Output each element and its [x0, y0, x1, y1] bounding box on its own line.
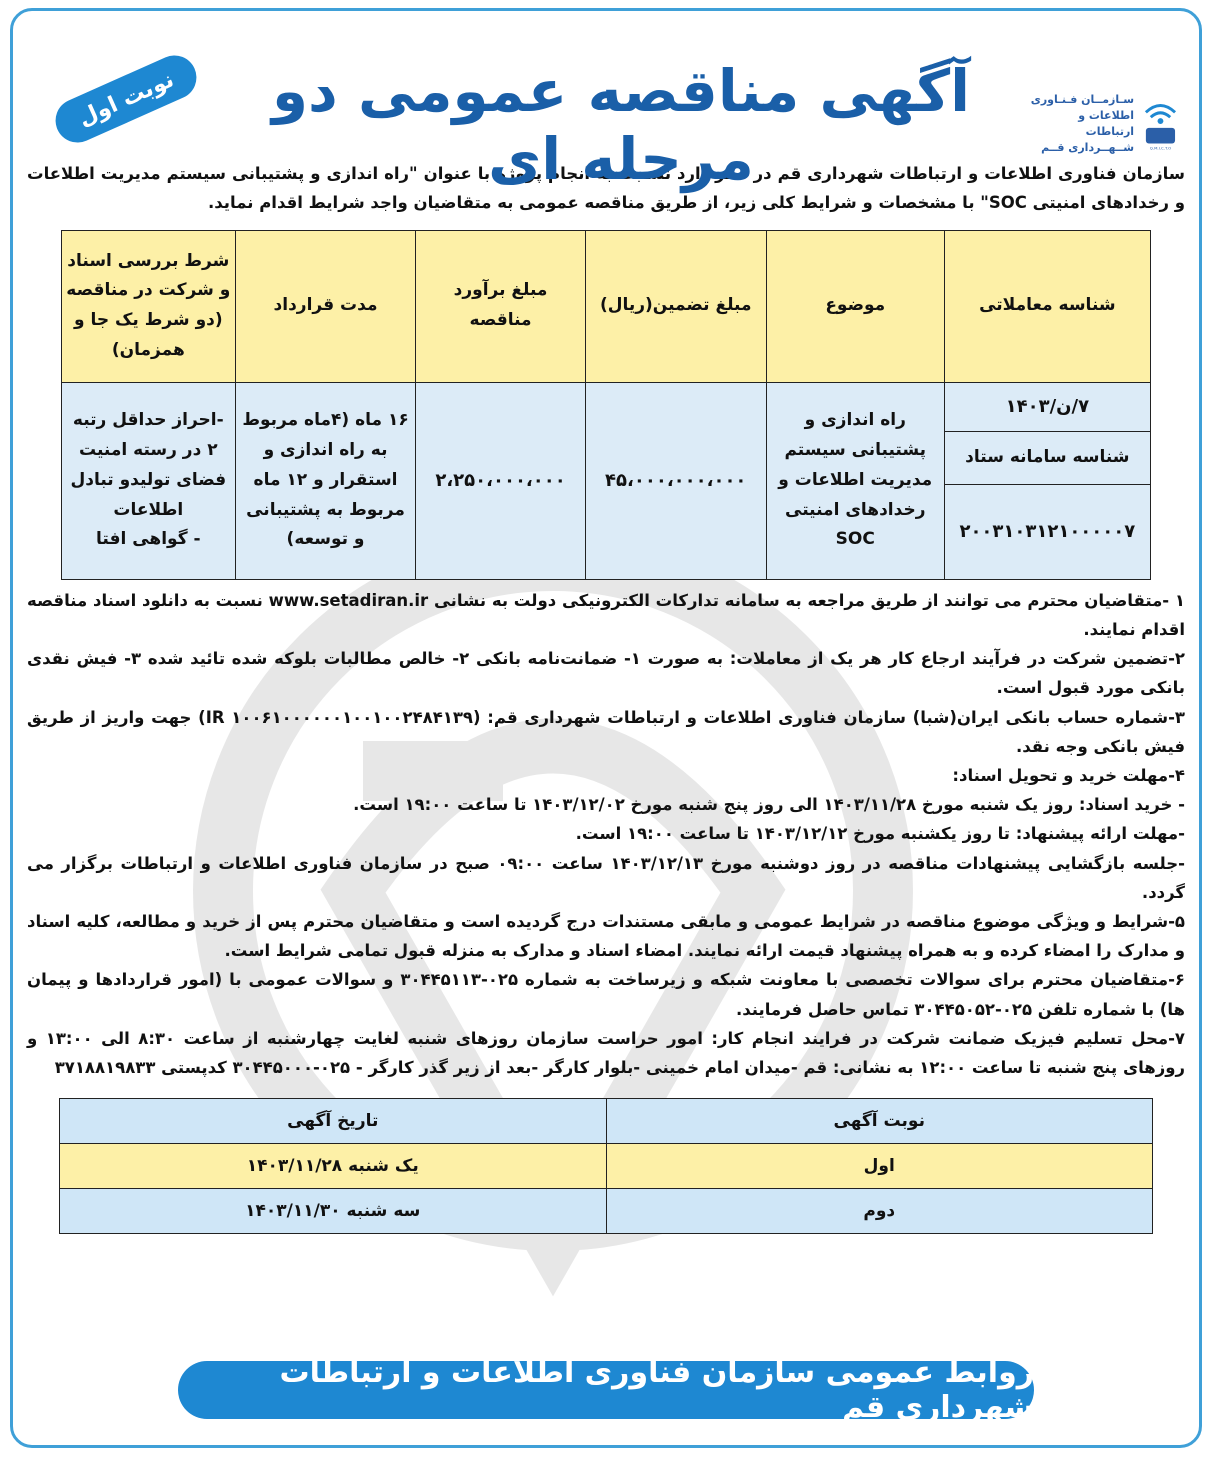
schedule-date: سه شنبه ۱۴۰۳/۱۱/۳۰ [60, 1189, 607, 1234]
cell-subject: راه اندازی و پشتیبانی سیستم مدیریت اطلاعات و رخدادهای امنیتی SOC [766, 382, 944, 579]
logo-line-3: شــهــرداری قــم [1041, 140, 1135, 154]
cell-duration: ۱۶ ماه (۴ماه مربوط به راه اندازی و استقرار و ۱۲ ماه مربوط به پشتیبانی و توسعه) [235, 382, 416, 579]
logo-line-2: اطلاعات و ارتباطات [1078, 109, 1135, 138]
condition-2: - گواهی افتا [96, 529, 201, 550]
schedule-header-edition: نوبت آگهی [606, 1099, 1153, 1144]
schedule-header [60, 1099, 1153, 1144]
list-item: -مهلت ارائه پیشنهاد: تا روز یکشنبه مورخ ۱۴۰۳/۱۲/۱۲ تا ساعت ۱۹:۰۰ است. [575, 824, 1185, 844]
schedule-date: یک شنبه ۱۴۰۳/۱۱/۲۸ [60, 1144, 607, 1189]
cell-conditions [62, 382, 236, 579]
header-subject: موضوع [766, 230, 944, 382]
cell-tender-id: ۷/ن/۱۴۰۳ [944, 382, 1150, 431]
header-conditions: شرط بررسی اسناد و شرکت در مناقصه (دو شرط یک جا و همزمان) [62, 230, 236, 382]
conditions-list [23, 586, 1189, 1082]
list-item: ۴-مهلت خرید و تحویل اسناد: [952, 765, 1185, 785]
list-item: ۷-محل تسلیم فیزیک ضمانت شرکت در فرایند انجام کار: امور حراست سازمان روزهای شنبه لغایت چهارشنبه از ساعت ۸:۳۰ الی ۱۳:۰۰ و روزهای پنج شنبه تا ساعت ۱۲:۰۰ به نشانی: قم -میدان امام خمینی -بلوار کارگر -بعد از زیر گذر کارگر - ۰۲۵-۳۰۴۴۵۰۰۰ کدپستی ۳۷۱۸۸۱۹۸۳۳ [27, 1028, 1185, 1077]
condition-1: -احراز حداقل رتبه ۲ در رسته امنیت فضای تولیدو تبادل اطلاعات [70, 410, 227, 520]
header-estimate: مبلغ برآورد مناقصه [416, 230, 585, 382]
list-item: ۶-متقاضیان محترم برای سوالات تخصصی با معاونت شبکه و زیرساخت به شماره ۰۲۵-۳۰۴۴۵۱۱۳ و سوالات عمومی با (امور قراردادها و پیمان ها) با شماره تلفن ۰۲۵-۳۰۴۴۵۰۵۲ تماس حاصل فرمایند. [27, 970, 1185, 1019]
cell-estimate: ۲،۲۵۰،۰۰۰،۰۰۰ [416, 382, 585, 579]
header-guarantee: مبلغ تضمین(ریال) [585, 230, 766, 382]
header-duration: مدت قرارداد [235, 230, 416, 382]
table-row [60, 1144, 1153, 1189]
cell-guarantee: ۴۵،۰۰۰،۰۰۰،۰۰۰ [585, 382, 766, 579]
logo-text [1029, 92, 1134, 156]
page-title: آگهی مناقصه عمومی دو مرحله ای [271, 57, 971, 193]
list-item: ۱ -متقاضیان محترم می توانند از طریق مراجعه به سامانه تدارکات الکترونیکی دولت به نشانی www.setadiran.ir نسبت به دانلود اسناد مناقصه اقدام نمایند. [27, 590, 1185, 639]
logo-abbr: Q.M.I.C.T.O [1149, 145, 1172, 151]
list-item: - خرید اسناد: روز یک شنبه مورخ ۱۴۰۳/۱۱/۲۸ الی روز پنج شنبه مورخ ۱۴۰۳/۱۲/۰۲ تا ساعت ۱۹:۰۰ است. [353, 795, 1185, 815]
cell-setad-id: ۲۰۰۳۱۰۳۱۲۱۰۰۰۰۰۷ [944, 484, 1150, 579]
schedule-table [59, 1098, 1153, 1234]
intro-paragraph: سازمان فناوری اطلاعات و ارتباطات شهرداری قم در نظر دارد نسـبت به انجام پروژه با عنوان "راه اندازی و پشتیبانی سیستم مدیریت اطلاعات و رخدادهای امنیتی SOC" با مشخصات و شرایط کلی زیر، از طریق مناقصه عمومی به متقاضیان واجد شرایط اقدام نماید. [27, 164, 1185, 213]
schedule-header-date: تاریخ آگهی [60, 1099, 607, 1144]
cell-setad-label: شناسه سامانه ستاد [944, 431, 1150, 484]
header-id: شناسه معاملاتی [944, 230, 1150, 382]
table-row [60, 1189, 1153, 1234]
logo-wifi-icon [1142, 96, 1179, 152]
edition-badge: نوبت اول [49, 48, 204, 149]
list-item: ۲-تضمین شرکت در فرآیند ارجاع کار هر یک از معاملات: به صورت ۱- ضمانت‌نامه بانکی ۲- خالص مطالبات بلوکه شده تائید شده ۳- فیش نقدی بانکی مورد قبول است. [27, 649, 1185, 698]
list-item: ۵-شرایط و ویژگی موضوع مناقصه در شرایط عمومی و مابقی مستندات درج گردیده است و متقاضیان محترم پس از خرید و مطالعه، کلیه اسناد و مدارک را امضاء کرده و به همراه پیشنهاد قیمت ارائه نمایند. امضاء اسناد و مدارک به منزله قبول تمامی شرایط است. [27, 911, 1185, 961]
tender-row-1 [62, 382, 1151, 431]
logo-line-1: سـازمــان فـنـاوری [1030, 93, 1135, 107]
list-item: ۳-شماره حساب بانکی ایران(شبا) سازمان فناوری اطلاعات و ارتباطات شهرداری قم: (IR ۱۰۰۶۱۰۰۰۰۰۰۱۰۰۱۰۰۲۴۸۴۱۳۹) جهت واریز از طریق فیش بانکی وجه نقد. [27, 707, 1185, 756]
tender-table-header [62, 230, 1151, 382]
footer-banner: روابط عمومی سازمان فناوری اطلاعات و ارتباطات شهرداری قم [178, 1361, 1034, 1419]
schedule-edition: دوم [606, 1189, 1153, 1234]
tender-table [61, 230, 1151, 580]
advertisement-frame [10, 8, 1202, 1448]
list-item: -جلسه بازگشایی پیشنهادات مناقصه در روز دوشنبه مورخ ۱۴۰۳/۱۲/۱۳ ساعت ۰۹:۰۰ صبح در سازمان فناوری اطلاعات و ارتباطات برگزار می گردد. [27, 853, 1185, 902]
organization-logo [1029, 91, 1179, 157]
schedule-edition: اول [606, 1144, 1153, 1189]
